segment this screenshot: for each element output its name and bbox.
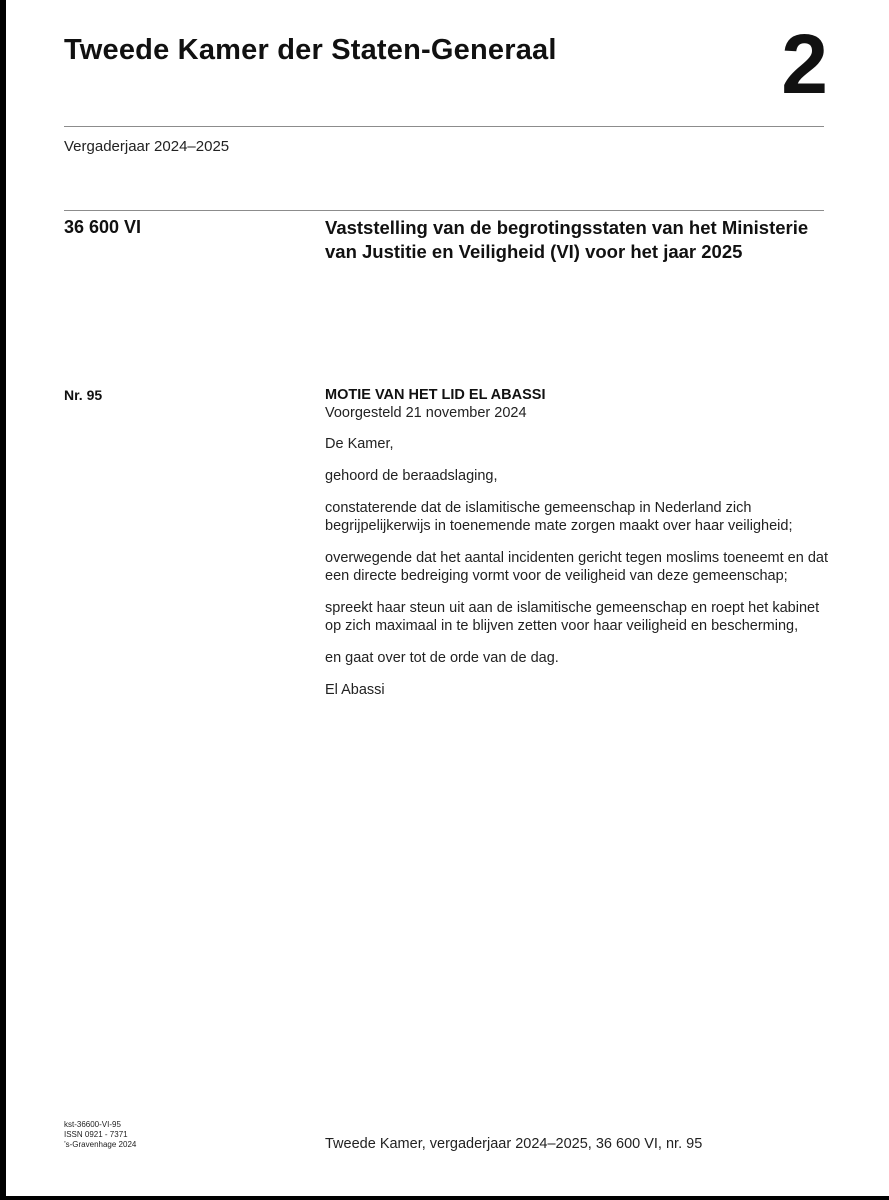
dossier-number: 36 600 VI (64, 217, 142, 237)
chamber-number: 2 (781, 17, 828, 111)
footer-meta (64, 1120, 136, 1150)
motion-body (325, 386, 835, 713)
divider-top (64, 126, 824, 127)
footer-reference: Tweede Kamer, vergaderjaar 2024–2025, 36 600 VI, nr. 95 (325, 1136, 703, 1152)
paragraph-addressee: De Kamer, (325, 436, 394, 452)
footer-kst: kst-36600-VI-95 (64, 1120, 121, 1129)
footer-issn: ISSN 0921 - 7371 (64, 1130, 128, 1139)
paragraph-request: spreekt haar steun uit aan de islamitische gemeenschap en roept het kabinet op zich maximaal in te blijven zetten voor haar veiligheid en bescherming, (325, 600, 820, 634)
document-page (6, 0, 889, 1196)
motion-heading: MOTIE VAN HET LID EL ABASSI (325, 387, 546, 403)
paragraph-observing: constaterende dat de islamitische gemeenschap in Nederland zich begrijpelijkerwijs in toenemende mate zorgen maakt over haar veiligheid; (325, 500, 793, 534)
paragraph-considering: overwegende dat het aantal incidenten gericht tegen moslims toeneemt en dat een directe bedreiging vormt voor de veiligheid van deze gemeenschap; (325, 550, 828, 584)
dossier-title: Vaststelling van de begrotingsstaten van het Ministerie van Justitie en Veiligheid (VI) voor het jaar 2025 (325, 217, 809, 262)
footer-place-year: ’s-Gravenhage 2024 (64, 1140, 137, 1149)
session-year: Vergaderjaar 2024–2025 (64, 138, 230, 155)
paragraph-closing: en gaat over tot de orde van de dag. (325, 650, 559, 666)
item-number: Nr. 95 (64, 387, 103, 403)
proposed-date: Voorgesteld 21 november 2024 (325, 405, 527, 421)
divider-middle (64, 210, 824, 211)
paragraph-deliberation: gehoord de beraadslaging, (325, 468, 498, 484)
chamber-title: Tweede Kamer der Staten-Generaal (64, 34, 557, 66)
signature: El Abassi (325, 682, 385, 698)
